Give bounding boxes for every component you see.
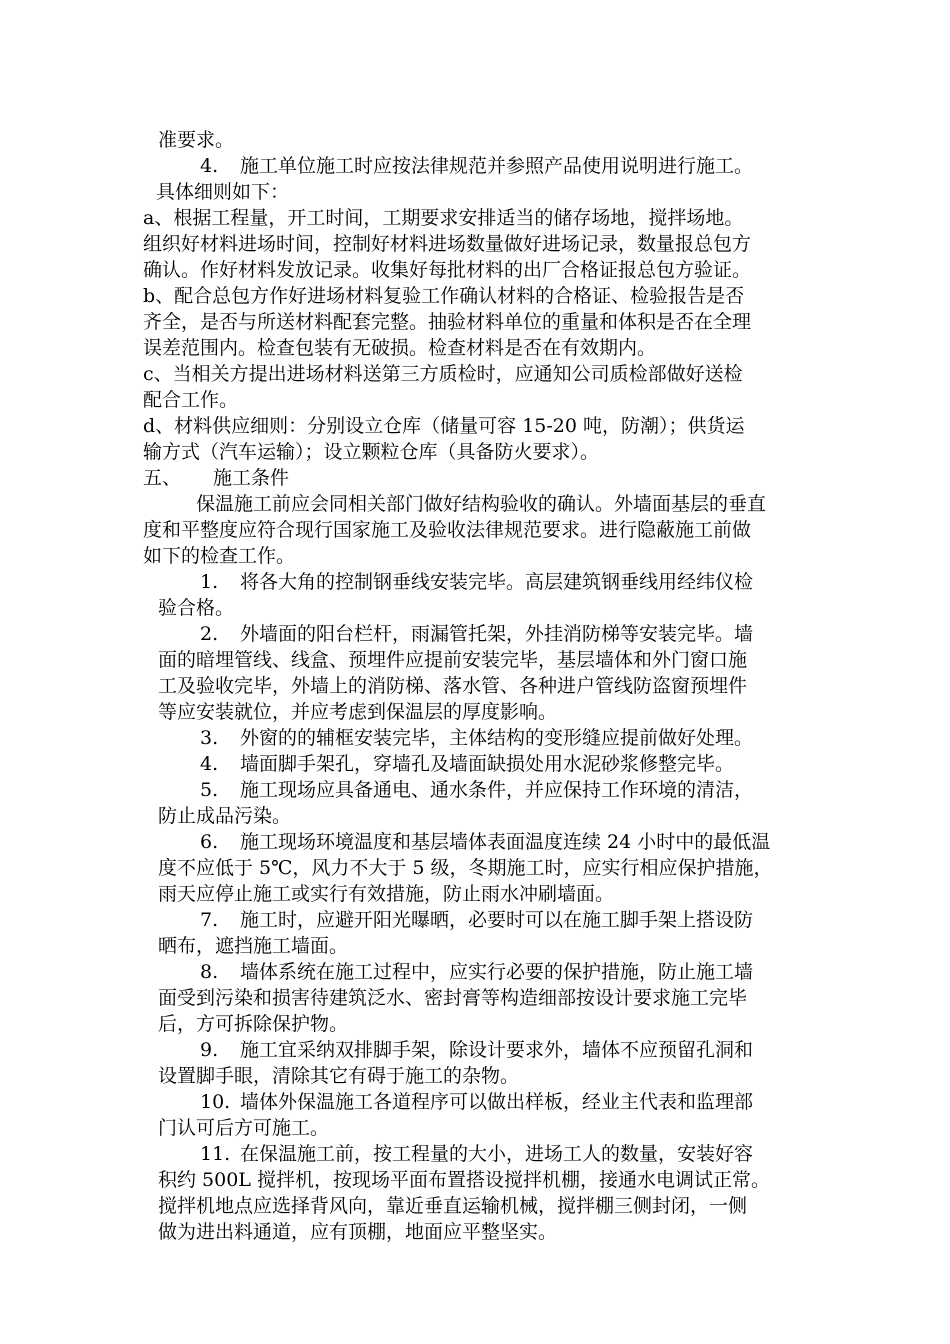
list-number: 5.	[200, 779, 219, 801]
list-item-4	[200, 751, 734, 777]
paragraph-line: 门认可后方可施工。	[158, 1117, 330, 1139]
paragraph-line: 雨天应停止施工或实行有效措施，防止雨水冲刷墙面。	[158, 883, 615, 905]
paragraph-line: 等应安装就位，并应考虑到保温层的厚度影响。	[158, 701, 558, 723]
list-item-9	[200, 1037, 753, 1063]
list-number: 8.	[200, 961, 219, 983]
paragraph-line: 具体细则如下：	[156, 181, 290, 203]
paragraph-line: 保温施工前应会同相关部门做好结构验收的确认。外墙面基层的垂直	[196, 493, 767, 515]
paragraph-line: b、配合总包方作好进场材料复验工作确认材料的合格证、检验报告是否	[143, 285, 745, 307]
paragraph-line: 准要求。	[158, 129, 235, 151]
list-item-5	[200, 777, 753, 803]
paragraph-line: 面的暗埋管线、线盒、预埋件应提前安装完毕，基层墙体和外门窗口施	[158, 649, 748, 671]
paragraph-line: d、材料供应细则：分别设立仓库（储量可容 15-20 吨，防潮）；供货运	[143, 415, 745, 437]
list-number: 9.	[200, 1039, 219, 1061]
section-heading	[143, 465, 289, 491]
section-title: 施工条件	[213, 467, 290, 489]
paragraph-line: a、根据工程量，开工时间，工期要求安排适当的储存场地，搅拌场地。	[143, 207, 744, 229]
paragraph-line: 如下的检查工作。	[143, 545, 296, 567]
paragraph-line: 后，方可拆除保护物。	[158, 1013, 349, 1035]
paragraph-line: 晒布，遮挡施工墙面。	[158, 935, 349, 957]
list-item-2	[200, 621, 753, 647]
list-text: 施工时，应避开阳光曝晒，必要时可以在施工脚手架上搭设防	[240, 909, 754, 931]
paragraph-line: 输方式（汽车运输）；设立颗粒仓库（具备防火要求）。	[143, 441, 600, 463]
paragraph-line: 工及验收完毕，外墙上的消防梯、落水管、各种进户管线防盗窗预埋件	[158, 675, 748, 697]
list-number: 1.	[200, 571, 219, 593]
list-text: 施工单位施工时应按法律规范并参照产品使用说明进行施工。	[240, 155, 754, 177]
list-text: 在保温施工前，按工程量的大小，进场工人的数量，安装好容	[240, 1143, 754, 1165]
paragraph-line: 配合工作。	[143, 389, 239, 411]
paragraph-line: 搅拌机地点应选择背风向，靠近垂直运输机械，搅拌棚三侧封闭，一侧	[158, 1195, 748, 1217]
list-text: 将各大角的控制钢垂线安装完毕。高层建筑钢垂线用经纬仪检	[240, 571, 754, 593]
list-item-3	[200, 725, 753, 751]
paragraph-line: 设置脚手眼，清除其它有碍于施工的杂物。	[158, 1065, 520, 1087]
list-text: 外窗的的辅框安装完毕，主体结构的变形缝应提前做好处理。	[240, 727, 754, 749]
list-item-10	[200, 1089, 753, 1115]
list-item-1	[200, 569, 753, 595]
list-item-4	[200, 153, 753, 179]
list-number: 10.	[200, 1091, 231, 1113]
paragraph-line: 积约 500L 搅拌机，按现场平面布置搭设搅拌机棚，接通水电调试正常。	[158, 1169, 770, 1191]
list-text: 墙体系统在施工过程中，应实行必要的保护措施，防止施工墙	[240, 961, 754, 983]
list-text: 施工宜采纳双排脚手架，除设计要求外，墙体不应预留孔洞和	[240, 1039, 754, 1061]
list-number: 3.	[200, 727, 219, 749]
list-text: 施工现场环境温度和基层墙体表面温度连续 24 小时中的最低温	[240, 831, 771, 853]
list-number: 6.	[200, 831, 219, 853]
paragraph-line: 误差范围内。检查包装有无破损。检查材料是否在有效期内。	[143, 337, 657, 359]
list-item-7	[200, 907, 753, 933]
paragraph-line: 确认。作好材料发放记录。收集好每批材料的出厂合格证报总包方验证。	[143, 259, 752, 281]
paragraph-line: 度和平整度应符合现行国家施工及验收法律规范要求。进行隐蔽施工前做	[143, 519, 752, 541]
paragraph-line: c、当相关方提出进场材料送第三方质检时，应通知公司质检部做好送检	[143, 363, 743, 385]
paragraph-line: 验合格。	[158, 597, 235, 619]
list-number: 7.	[200, 909, 219, 931]
list-text: 施工现场应具备通电、通水条件，并应保持工作环境的清洁，	[240, 779, 754, 801]
list-item-6	[200, 829, 770, 855]
paragraph-line: 齐全，是否与所送材料配套完整。抽验材料单位的重量和体积是否在全理	[143, 311, 752, 333]
paragraph-line: 面受到污染和损害待建筑泛水、密封膏等构造细部按设计要求施工完毕	[158, 987, 748, 1009]
list-text: 墙体外保温施工各道程序可以做出样板，经业主代表和监理部	[240, 1091, 754, 1113]
paragraph-line: 做为进出料通道，应有顶棚，地面应平整坚实。	[158, 1221, 558, 1243]
list-item-8	[200, 959, 753, 985]
paragraph-line: 度不应低于 5℃，风力不大于 5 级，冬期施工时，应实行相应保护措施，	[158, 857, 773, 879]
list-number: 4.	[200, 155, 219, 177]
paragraph-line: 组织好材料进场时间，控制好材料进场数量做好进场记录，数量报总包方	[143, 233, 752, 255]
list-text: 外墙面的阳台栏杆，雨漏管托架，外挂消防梯等安装完毕。墙	[240, 623, 754, 645]
list-number: 11.	[200, 1143, 231, 1165]
paragraph-line: 防止成品污染。	[158, 805, 292, 827]
list-text: 墙面脚手架孔，穿墙孔及墙面缺损处用水泥砂浆修整完毕。	[240, 753, 735, 775]
list-number: 2.	[200, 623, 219, 645]
list-item-11	[200, 1141, 753, 1167]
list-number: 4.	[200, 753, 219, 775]
section-number: 五、	[143, 467, 182, 489]
